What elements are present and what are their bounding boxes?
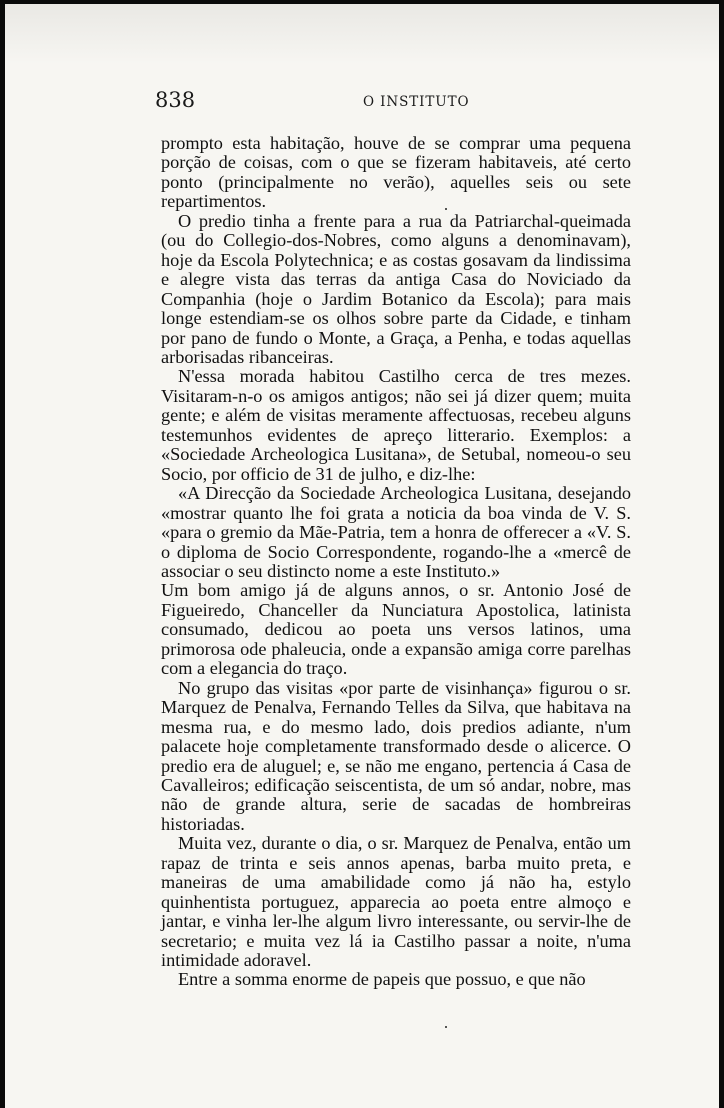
paragraph-visitas: No grupo das visitas «por parte de visinhança» figurou o sr. Marquez de Penalva, Fernando Telles da Silva, que habitava na mesma rua, e do mesmo lado, dois predios adiante, n'um palacete hoje completamente transformado desde o alicerce. O predio era de aluguel; e, se não me engano, pertencia á Casa de Cavalleiros; edificação seiscentista, de um só andar, nobre, mas não de grande altura, serie de sacadas de hombreiras historiadas.	[161, 677, 631, 834]
body-text	[161, 134, 631, 990]
running-header	[155, 88, 629, 112]
paragraph-predio: O predio tinha a frente para a rua da Patriarchal-queimada (ou do Collegio-dos-Nobres, como alguns a denominavam), hoje da Escola Polytechnica; e as costas gosavam da lindissima e alegre vista das terras da antiga Casa do Noviciado da Companhia (hoje o Jardim Botanico da Escola); para mais longe estendiam-se os olhos sobre parte da Cidade, e tinham por pano de fundo o Monte, a Graça, a Penha, e todas aquellas arborisadas ribanceiras.	[161, 210, 631, 367]
scan-speck	[445, 208, 447, 210]
paragraph-morada: N'essa morada habitou Castilho cerca de tres mezes. Visitaram-n-o os amigos antigos; não sei já dizer quem; muita gente; e além de visitas meramente affectuosas, recebeu alguns testemunhos evidentes de apreço litterario. Exemplos: a «Sociedade Archeologica Lusitana», de Setubal, nomeou-o seu Socio, por officio de 31 de julho, e diz-lhe:	[161, 366, 631, 484]
paragraph-figueiredo: Um bom amigo já de alguns annos, o sr. Antonio José de Figueiredo, Chanceller da Nunciatura Apostolica, latinista consumado, dedicou ao poeta uns versos latinos, uma primorosa ode phaleucia, onde a expansão amiga corre parelhas com a elegancia do traço.	[161, 580, 631, 679]
paragraph-marquez: Muita vez, durante o dia, o sr. Marquez de Penalva, então um rapaz de trinta e seis annos apenas, barba muito preta, e maneiras de uma amabilidade como já não ha, estylo quinhentista portuguez, apparecia ao poeta entre almoço e jantar, e vinha ler-lhe algum livro interessante, ou servir-lhe de secretario; e muita vez lá ia Castilho passar a noite, n'uma intimidade adoravel.	[161, 833, 631, 971]
quoted-letter: «A Direcção da Sociedade Archeologica Lusitana, desejando «mostrar quanto lhe foi grata a noticia da boa vinda de V. S. «para o gremio da Mãe-Patria, tem a honra de offerecer a «V. S. o diploma de Socio Correspondente, rogando-lhe a «mercê de associar o seu distincto nome a este Instituto.»	[161, 483, 631, 581]
scan-speck	[445, 1026, 447, 1028]
paragraph-papeis: Entre a somma enorme de papeis que possuo, e que não	[178, 969, 586, 990]
page-number: 838	[155, 88, 196, 112]
running-title: O INSTITUTO	[363, 94, 470, 110]
scan-shading	[5, 4, 719, 64]
paragraph-continuation: prompto esta habitação, houve de se comprar uma pequena porção de coisas, com o que se fizeram habitaveis, até certo ponto (principalmente no verão), aquelles seis ou sete repartimentos.	[161, 133, 631, 212]
